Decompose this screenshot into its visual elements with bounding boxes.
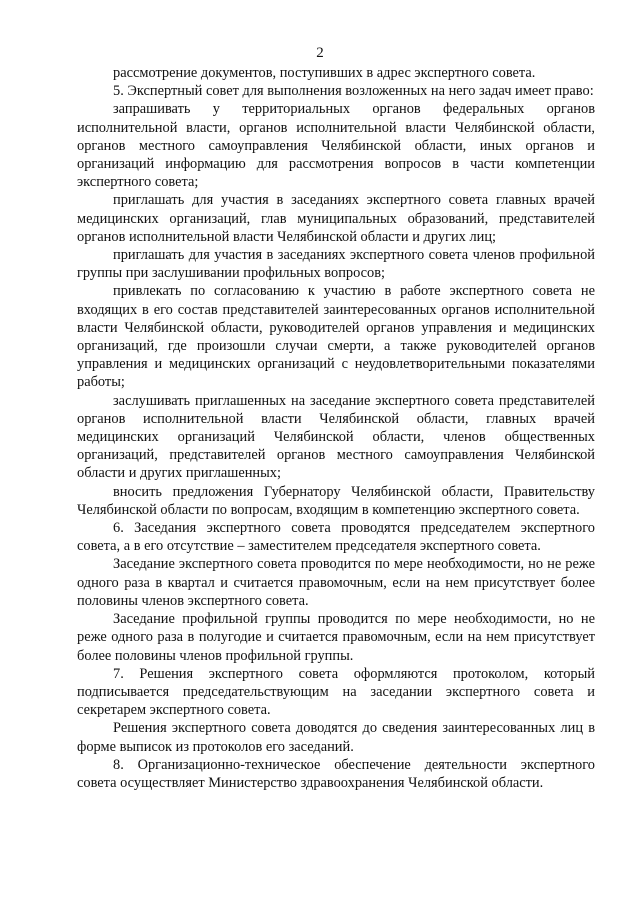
- paragraph-right-involve: привлекать по согласованию к участию в работе экспертного совета не входящих в его состав представителей заинтересованных органов исполнительной власти Челябинской области, руководителей органов управления и медицинских организаций, где произошли случаи смерти, а также руководителей органов управления и медицинских организаций с неудовлетворительными показателями работы;: [77, 283, 595, 391]
- paragraph-right-request-info: запрашивать у территориальных органов федеральных органов исполнительной власти, органов исполнительной власти Челябинской области, органов местного самоуправления Челябинской области, иных органов и организаций информацию для рассмотрения вопросов в части компетенции экспертного совета;: [77, 101, 595, 191]
- paragraph-item-8: 8. Организационно-техническое обеспечение деятельности экспертного совета осуществляет Министерство здравоохранения Челябинской области.: [77, 756, 595, 791]
- paragraph-right-propose: вносить предложения Губернатору Челябинской области, Правительству Челябинской области по вопросам, входящим в компетенцию экспертного совета.: [77, 483, 595, 518]
- document-body: [77, 64, 595, 792]
- paragraph-item-7: 7. Решения экспертного совета оформляются протоколом, который подписывается председательствующим на заседании экспертного совета и секретарем экспертного совета.: [77, 665, 595, 719]
- paragraph-right-invite-group: приглашать для участия в заседаниях экспертного совета членов профильной группы при заслушивании профильных вопросов;: [77, 247, 595, 282]
- paragraph-right-hear: заслушивать приглашенных на заседание экспертного совета представителей органов исполнительной власти Челябинской области, главных врачей медицинских организаций Челябинской области, членов общественных организаций, представителей органов местного самоуправления Челябинской области и других приглашенных;: [77, 392, 595, 482]
- paragraph-item-6: 6. Заседания экспертного совета проводятся председателем экспертного совета, а в его отсутствие – заместителем председателя экспертного совета.: [77, 520, 595, 555]
- page-number: 2: [316, 45, 324, 61]
- paragraph-group-meetings: Заседание профильной группы проводится по мере необходимости, но не реже одного раза в полугодие и считается правомочным, если на нем присутствует более половины членов профильной группы.: [77, 611, 595, 664]
- paragraph-decisions: Решения экспертного совета доводятся до сведения заинтересованных лиц в форме выписок из протоколов его заседаний.: [77, 720, 595, 755]
- paragraph-council-meetings: Заседание экспертного совета проводится по мере необходимости, но не реже одного раза в квартал и считается правомочным, если на нем присутствует более половины членов экспертного совета.: [77, 556, 595, 609]
- paragraph-item-5: 5. Экспертный совет для выполнения возложенных на него задач имеет право:: [113, 83, 594, 100]
- paragraph-continuation: рассмотрение документов, поступивших в адрес экспертного совета.: [113, 65, 536, 81]
- paragraph-right-invite-heads: приглашать для участия в заседаниях экспертного совета главных врачей медицинских организаций, глав муниципальных образований, представителей органов исполнительной власти Челябинской области и других лиц;: [77, 192, 595, 245]
